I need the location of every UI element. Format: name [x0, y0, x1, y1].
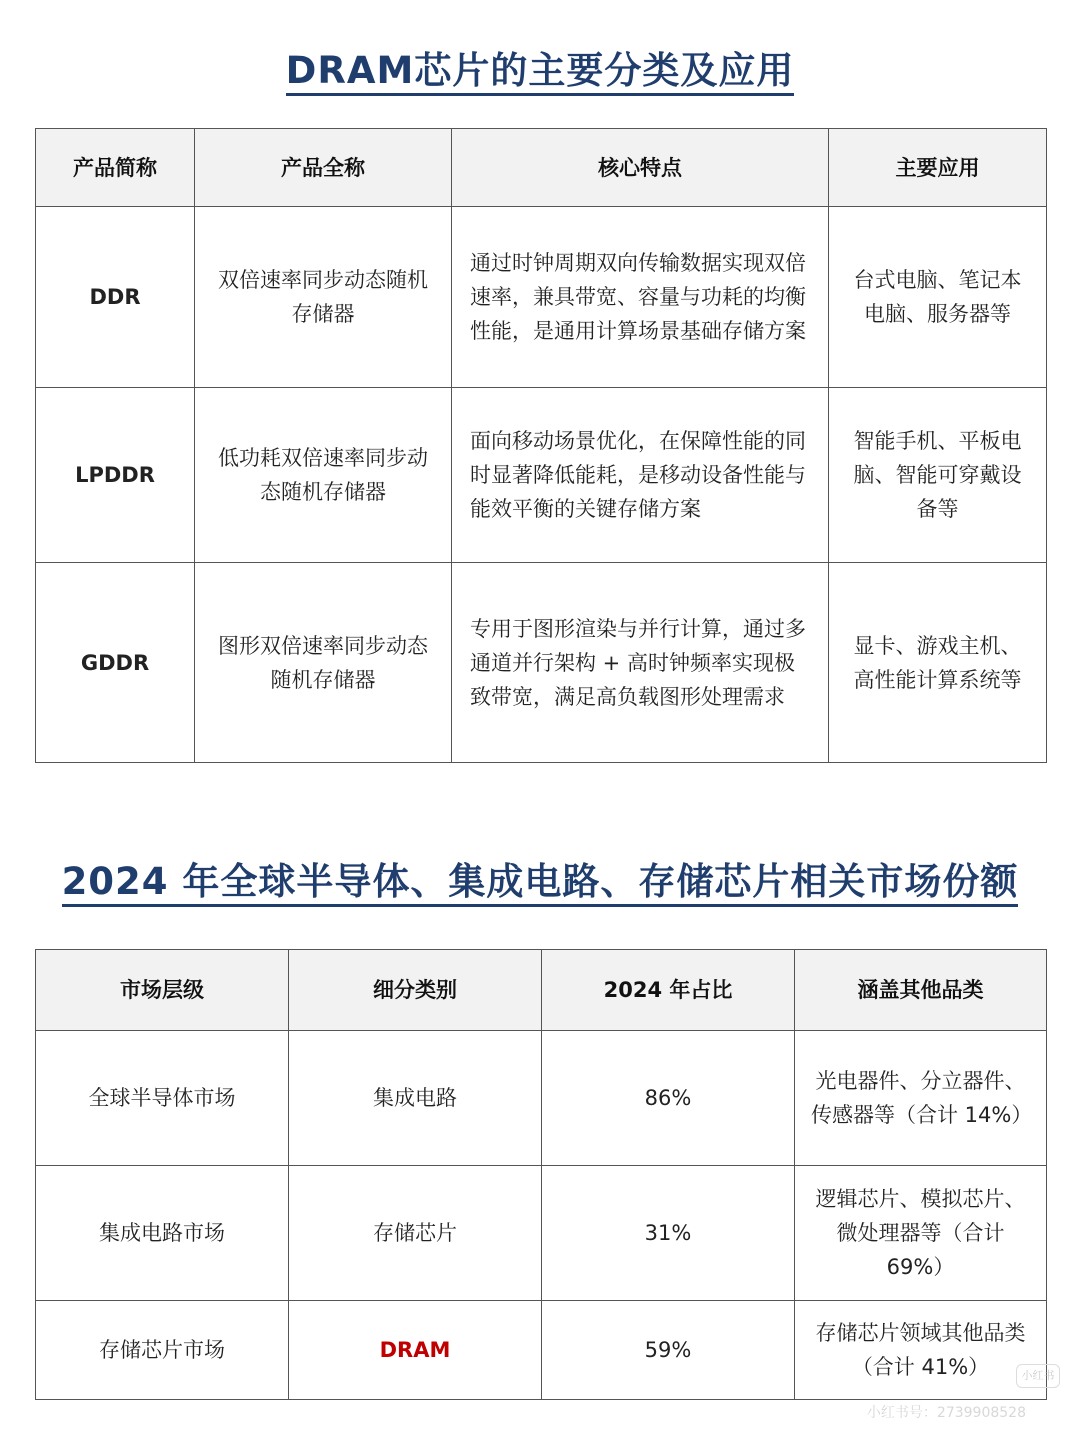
market-share-value: 31%: [542, 1166, 795, 1301]
other-categories: 光电器件、分立器件、传感器等（合计 14%）: [795, 1031, 1047, 1166]
table-row: [36, 207, 1047, 388]
table-header-row: [36, 950, 1047, 1031]
other-categories: 存储芯片领域其他品类（合计 41%）: [795, 1301, 1047, 1400]
market-category: 存储芯片: [289, 1166, 542, 1301]
header-cell: 市场层级: [36, 950, 289, 1031]
product-feature: 面向移动场景优化，在保障性能的同时显著降低能耗，是移动设备性能与能效平衡的关键存储方案: [452, 388, 829, 563]
product-full-name: 双倍速率同步动态随机存储器: [195, 207, 452, 388]
product-application: 台式电脑、笔记本电脑、服务器等: [829, 207, 1047, 388]
table-row: [36, 388, 1047, 563]
market-share-value: 59%: [542, 1301, 795, 1400]
page-title-market-share: [0, 851, 1080, 905]
product-abbr: LPDDR: [36, 388, 195, 563]
product-feature: 通过时钟周期双向传输数据实现双倍速率，兼具带宽、容量与功耗的均衡性能，是通用计算场景基础存储方案: [452, 207, 829, 388]
title-text: DRAM芯片的主要分类及应用: [286, 49, 795, 96]
table-row: [36, 1301, 1047, 1400]
product-abbr: GDDR: [36, 563, 195, 763]
market-level: 集成电路市场: [36, 1166, 289, 1301]
header-cell: 产品简称: [36, 129, 195, 207]
market-level: 全球半导体市场: [36, 1031, 289, 1166]
header-cell: 产品全称: [195, 129, 452, 207]
market-category-highlight: DRAM: [289, 1301, 542, 1400]
market-level: 存储芯片市场: [36, 1301, 289, 1400]
table-header-row: [36, 129, 1047, 207]
product-abbr: DDR: [36, 207, 195, 388]
title-text: 2024 年全球半导体、集成电路、存储芯片相关市场份额: [62, 860, 1019, 907]
watermark-logo-icon: 小红书: [1016, 1364, 1060, 1388]
table-row: [36, 1031, 1047, 1166]
market-category: 集成电路: [289, 1031, 542, 1166]
header-cell: 2024 年占比: [542, 950, 795, 1031]
product-full-name: 图形双倍速率同步动态随机存储器: [195, 563, 452, 763]
table-row: [36, 563, 1047, 763]
product-full-name: 低功耗双倍速率同步动态随机存储器: [195, 388, 452, 563]
other-categories: 逻辑芯片、模拟芯片、微处理器等（合计 69%）: [795, 1166, 1047, 1301]
header-cell: 核心特点: [452, 129, 829, 207]
watermark-text: 小红书号：2739908528: [866, 1405, 1026, 1421]
product-application: 显卡、游戏主机、高性能计算系统等: [829, 563, 1047, 763]
table-row: [36, 1166, 1047, 1301]
market-share-table: [35, 949, 1047, 1400]
page-title-dram: [0, 40, 1080, 94]
dram-classification-table: [35, 128, 1047, 763]
product-application: 智能手机、平板电脑、智能可穿戴设备等: [829, 388, 1047, 563]
header-cell: 涵盖其他品类: [795, 950, 1047, 1031]
header-cell: 细分类别: [289, 950, 542, 1031]
header-cell: 主要应用: [829, 129, 1047, 207]
market-share-value: 86%: [542, 1031, 795, 1166]
product-feature: 专用于图形渲染与并行计算，通过多通道并行架构 + 高时钟频率实现极致带宽，满足高负载图形处理需求: [452, 563, 829, 763]
